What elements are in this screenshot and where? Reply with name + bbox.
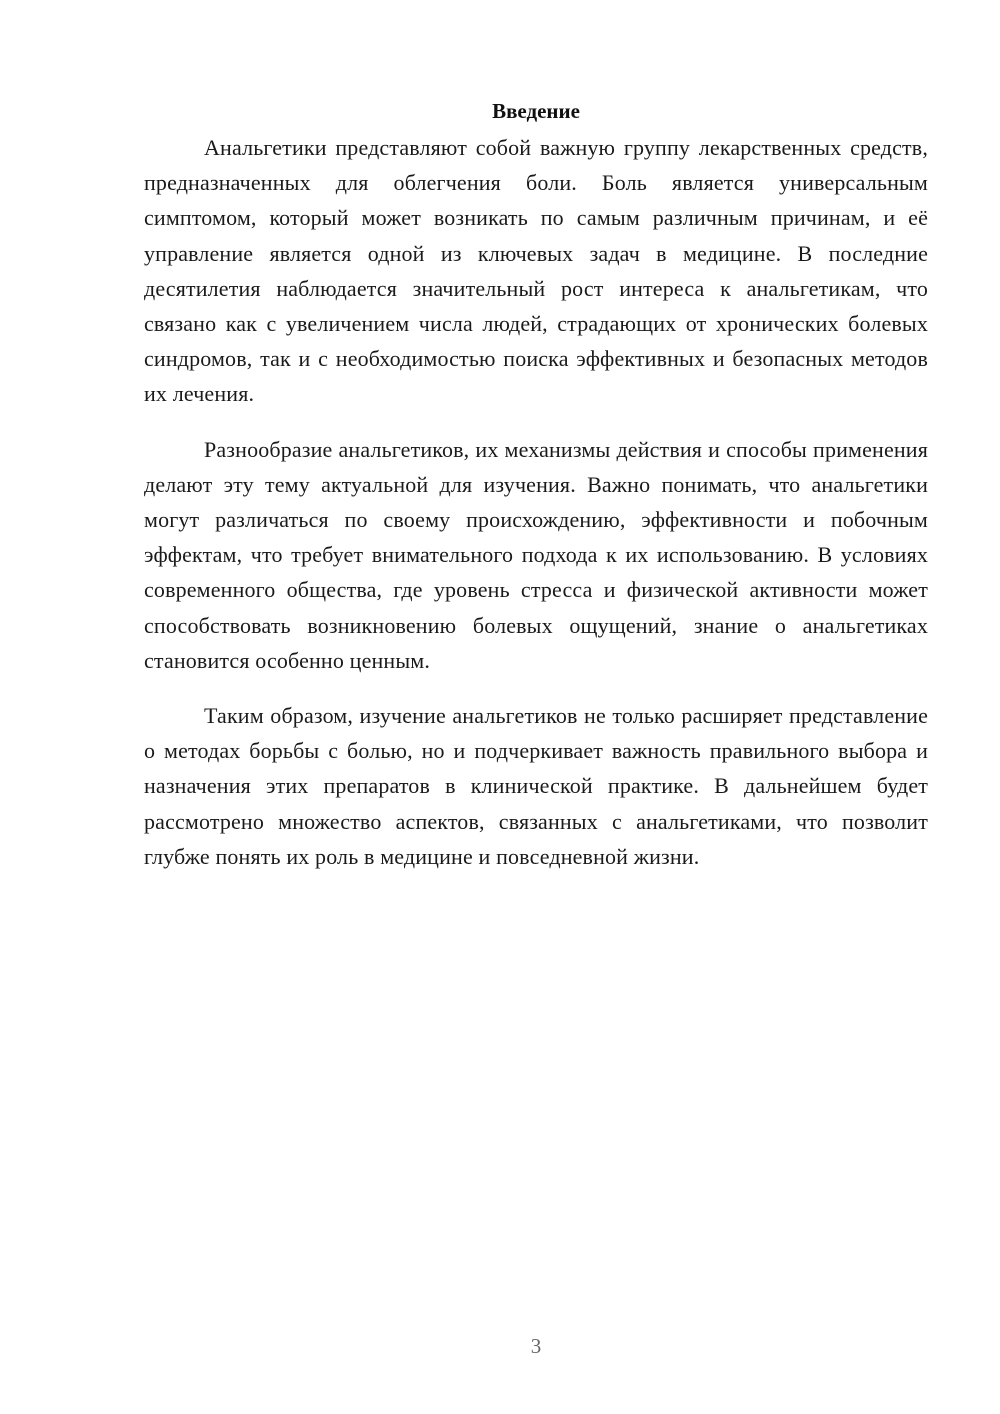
- section-heading: Введение: [492, 99, 580, 123]
- page-content: [144, 96, 928, 874]
- page-number: 3: [530, 1334, 542, 1358]
- paragraph-2: Разнообразие анальгетиков, их механизмы действия и способы применения делают эту тему актуальной для изучения. Важно понимать, что анальгетики могут различаться по своему происхождению, эффективности и побочным эффектам, что требует внимательного подхода к их использованию. В условиях современного общества, где уровень стресса и физической активности может способствовать возникновению болевых ощущений, знание о анальгетиках становится особенно ценным.: [144, 436, 928, 673]
- paragraph-3: Таким образом, изучение анальгетиков не только расширяет представление о методах борьбы с болью, но и подчеркивает важность правильного выбора и назначения этих препаратов в клинической практике. В дальнейшем будет рассмотрено множество аспектов, связанных с анальгетиками, что позволит глубже понять их роль в медицине и повседневной жизни.: [144, 703, 928, 869]
- paragraph-1: Анальгетики представляют собой важную группу лекарственных средств, предназначенных для облегчения боли. Боль является универсальным симптомом, который может возникать по самым различным причинам, и её управление является одной из ключевых задач в медицине. В последние десятилетия наблюдается значительный рост интереса к анальгетикам, что связано как с увеличением числа людей, страдающих от хронических болевых синдромов, так и с необходимостью поиска эффективных и безопасных методов их лечения.: [144, 135, 928, 407]
